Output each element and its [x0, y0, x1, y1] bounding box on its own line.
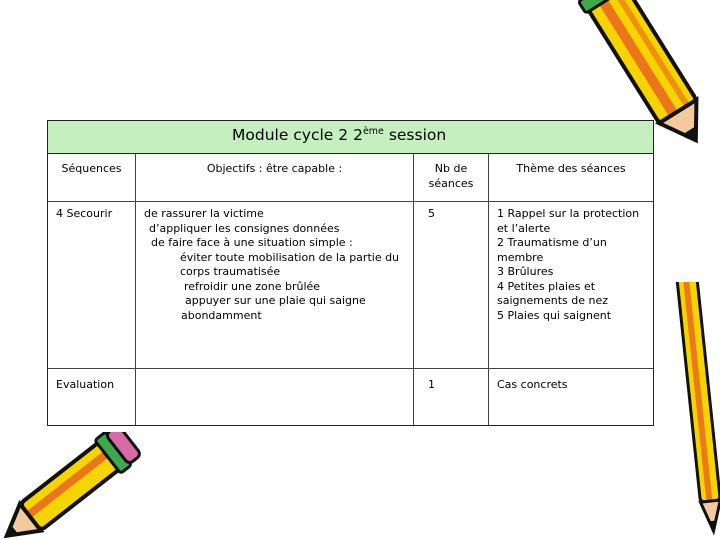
objective-line: éviter toute mobilisation de la partie du [180, 250, 400, 264]
header-theme: Thème des séances [516, 162, 626, 175]
row1-themes [497, 207, 639, 323]
header-nb-seances: Nb de séances [428, 162, 474, 190]
theme-line: 2 Traumatisme d’un [497, 236, 607, 249]
theme-line: saignements de nez [497, 294, 609, 307]
theme-line: et l’alerte [497, 221, 551, 235]
objective-line: appuyer sur une plaie qui saigne [185, 294, 366, 307]
row1-sequence: 4 Secourir [56, 207, 113, 220]
row-divider [48, 201, 653, 202]
theme-line: 3 Brûlures [497, 265, 554, 278]
table-title: Module cycle 2 2ème session [232, 126, 447, 144]
pencil-bottom-icon [0, 432, 145, 540]
column-divider [488, 154, 489, 425]
column-divider [413, 154, 414, 425]
row-divider [48, 368, 653, 369]
theme-line: 1 Rappel sur la protection [497, 207, 640, 220]
table-title-band [48, 121, 653, 154]
module-table [47, 120, 654, 426]
objective-line: de rassurer la victime [144, 207, 264, 220]
objective-line: abondamment [181, 308, 262, 322]
theme-line: 4 Petites plaies et [497, 279, 596, 293]
objective-line: corps traumatisée [180, 265, 281, 278]
objective-line: de faire face à une situation simple : [151, 236, 353, 249]
objective-line: refroidir une zone brûlée [184, 279, 321, 293]
header-sequences: Séquences [61, 162, 122, 175]
theme-line: 5 Plaies qui saignent [497, 308, 612, 322]
header-objectives: Objectifs : être capable : [206, 162, 343, 175]
row2-nb: 1 [428, 378, 435, 391]
objective-line: d’appliquer les consignes données [149, 221, 340, 235]
row1-objectives [144, 207, 399, 323]
theme-line: membre [497, 250, 544, 264]
pencil-right-icon [675, 282, 720, 540]
row1-nb: 5 [428, 207, 435, 220]
row2-theme: Cas concrets [497, 378, 568, 391]
column-divider [135, 154, 136, 425]
row2-sequence: Evaluation [56, 378, 115, 391]
